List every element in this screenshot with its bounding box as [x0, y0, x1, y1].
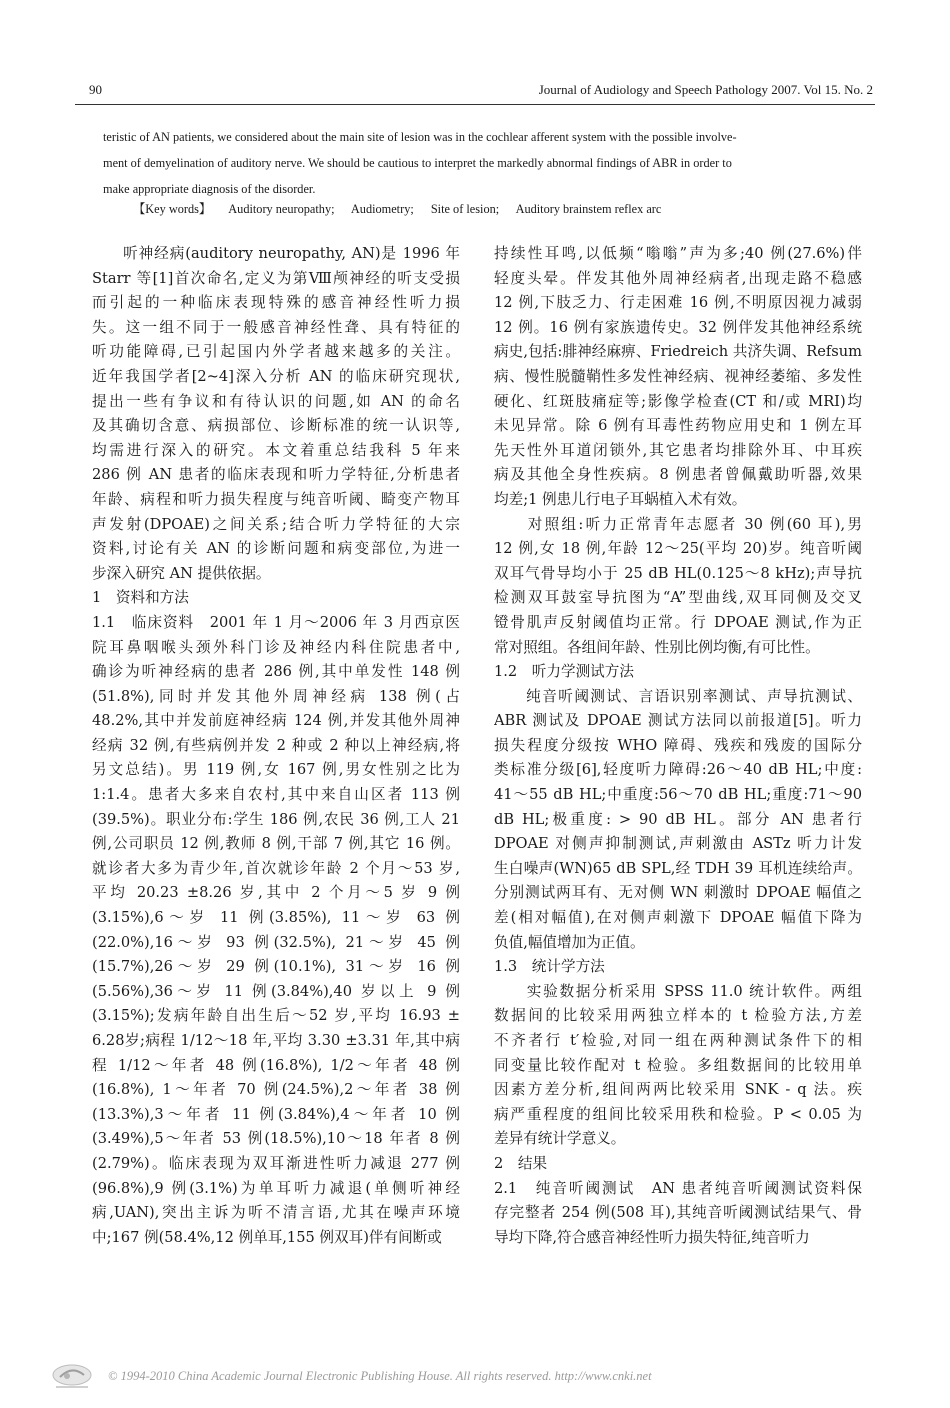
body-line: 数据间的比较采用两独立样本的 t 检验方法,方差	[494, 1007, 862, 1025]
body-line: 经病 32 例,有些病例并发 2 种或 2 种以上神经病,将	[92, 736, 460, 754]
section-heading: 1.2 听力学测试方法	[494, 663, 634, 681]
abstract-line: teristic of AN patients, we considered about the main site of lesion was in the cochlear afferent system with the possible involve-	[103, 130, 737, 144]
body-line: 存完整者 254 例(508 耳),其纯音听阈测试结果气、骨	[494, 1204, 862, 1222]
body-line: 例,公司职员 12 例,教师 8 例,干部 7 例,其它 16 例。	[92, 835, 460, 853]
cnki-logo-icon	[50, 1362, 94, 1390]
body-line: 对照组:听力正常青年志愿者 30 例(60 耳),男	[494, 515, 862, 533]
body-line: (3.49%),5～年者 53 例(18.5%),10～18 年者 8 例	[92, 1130, 460, 1148]
body-line: 提出一些有争议和有待认识的问题,如 AN 的命名	[92, 392, 460, 410]
body-line: 因素方差分析,组间两两比较采用 SNK - q 法。疾	[494, 1081, 862, 1099]
body-line: 6.28岁;病程 1/12～18 年,平均 3.30 ±3.31 年,其中病	[92, 1032, 460, 1049]
body-line: 持续性耳鸣,以低频“嗡嗡”声为多;40 例(27.6%)伴	[494, 245, 862, 262]
body-line: (22.0%),16～岁 93 例(32.5%), 21～岁 45 例	[92, 933, 460, 951]
body-line: (2.79%)。临床表现为双耳渐进性听力减退 277 例	[92, 1154, 460, 1172]
body-line: 中;167 例(58.4%,12 例单耳,155 例双耳)伴有间断或	[92, 1228, 442, 1246]
body-line: 1:1.4。患者大多来自农村,其中来自山区者 113 例	[92, 786, 460, 804]
section-heading: 1.3 统计学方法	[494, 958, 605, 976]
body-line: Starr 等[1]首次命名,定义为第Ⅷ颅神经的听支受损	[92, 269, 460, 287]
body-line: 生白噪声(WN)65 dB SPL,经 TDH 39 耳机连续给声。	[494, 859, 862, 877]
body-line: 年龄、病程和听力损失程度与纯音听阈、畸变产物耳	[92, 490, 460, 508]
keywords-label: 【Key words】	[133, 202, 212, 216]
body-line: (5.56%),36～岁 11 例(3.84%),40 岁以上 9 例	[92, 982, 460, 1000]
body-line: (15.7%),26～岁 29 例(10.1%), 31～岁 16 例	[92, 958, 460, 976]
body-line: 286 例 AN 患者的临床表现和听力学特征,分析患者	[92, 466, 460, 484]
body-line: 纯音听阈测试、言语识别率测试、声导抗测试、	[494, 687, 862, 705]
abstract-line: ment of demyelination of auditory nerve. We should be cautious to interpret the markedly abnormal findings of ABR in order to	[103, 156, 732, 170]
header-rule	[75, 104, 875, 105]
body-line: 导均下降,符合感音神经性听力损失特征,纯音听力	[494, 1228, 810, 1246]
body-line: ABR 测试及 DPOAE 测试方法同以前报道[5]。听力	[494, 712, 862, 730]
right-column	[494, 242, 862, 1250]
body-line: (16.8%), 1～年者 70 例(24.5%),2～年者 38 例	[92, 1081, 460, 1099]
section-heading: 1 资料和方法	[92, 589, 189, 607]
body-line: 12 例。16 例有家族遗传史。32 例伴发其他神经系统	[494, 318, 862, 336]
body-line: 病严重程度的组间比较采用秩和检验。P < 0.05 为	[494, 1105, 862, 1123]
body-line: (13.3%),3～年者 11 例(3.84%),4～年者 10 例	[92, 1105, 460, 1123]
body-line: 院耳鼻咽喉头颈外科门诊及神经内科住院患者中,	[92, 638, 460, 656]
keyword: Site of lesion;	[430, 202, 500, 216]
body-line: DPOAE 对侧声抑制测试,声刺激由 ASTz 听力计发	[494, 835, 862, 853]
body-line: 失。这一组不同于一般感音神经性聋、具有特征的	[92, 318, 460, 336]
body-line: dB HL;极重度: > 90 dB HL。部分 AN 患者行	[494, 810, 862, 828]
body-line: 实验数据分析采用 SPSS 11.0 统计软件。两组	[494, 982, 862, 1000]
abstract	[103, 124, 853, 202]
body-line: 常对照组。各组间年龄、性别比例均衡,有可比性。	[494, 638, 820, 656]
journal-title: Journal of Audiology and Speech Pathology 2007. Vol 15. No. 2	[538, 82, 873, 97]
body-line: 类标准分级[6],轻度听力障碍:26～40 dB HL;中度:	[494, 761, 862, 779]
body-line: 镫骨肌声反射阈值均正常。行 DPOAE 测试,作为正	[494, 613, 862, 631]
body-line: 检测双耳鼓室导抗图为“A”型曲线,双耳同侧及交叉	[494, 589, 862, 607]
body-line: 程 1/12～年者 48 例(16.8%), 1/2～年者 48 例	[92, 1056, 460, 1074]
body-line: 差异有统计学意义。	[494, 1130, 626, 1148]
keyword: Auditory neuropathy;	[228, 202, 335, 216]
body-line: 同变量比较作配对 t 检验。多组数据间的比较用单	[494, 1056, 862, 1074]
body-line: 及其确切含意、病损部位、诊断标准的统一认识等,	[92, 417, 460, 435]
body-line: 12 例,女 18 例,年龄 12～25(平均 20)岁。纯音听阈	[494, 540, 862, 558]
body-line: 不齐者行 t′检验,对同一组在两种测试条件下的相	[494, 1032, 862, 1049]
body-line: 听功能障碍,已引起国内外学者越来越多的关注。	[92, 343, 460, 361]
body-line: (96.8%),9 例(3.1%)为单耳听力减退(单侧听神经	[92, 1179, 460, 1197]
body-line: 差(相对幅值),在对侧声刺激下 DPOAE 幅值下降为	[494, 909, 862, 927]
body-line: 先天性外耳道闭锁外,其它患者均排除外耳、中耳疾	[494, 441, 862, 459]
keyword: Auditory brainstem reflex arc	[515, 202, 662, 216]
left-column	[92, 242, 460, 1250]
body-line: 双耳气骨导均小于 25 dB HL(0.125～8 kHz);声导抗	[494, 564, 862, 582]
body-line: 声发射(DPOAE)之间关系;结合听力学特征的大宗	[92, 515, 460, 533]
copyright-notice: © 1994-2010 China Academic Journal Electronic Publishing House. All rights reserved. http://www.cnki.net	[108, 1369, 652, 1383]
body-line: 均需进行深入的研究。本文着重总结我科 5 年来	[92, 441, 460, 459]
body-line: 听神经病(auditory neuropathy, AN)是 1996 年	[92, 245, 460, 262]
keyword: Audiometry;	[350, 202, 414, 216]
body-line: (51.8%),同时并发其他外周神经病 138 例(占	[92, 687, 460, 705]
body-line: 41～55 dB HL;中重度:56～70 dB HL;重度:71～90	[494, 786, 862, 804]
body-line: 而引起的一种临床表现特殊的感音神经性听力损	[92, 294, 460, 312]
body-line: 另文总结)。男 119 例,女 167 例,男女性别之比为	[92, 761, 460, 779]
body-line: 分别测试两耳有、无对侧 WN 刺激时 DPOAE 幅值之	[494, 884, 862, 902]
page-number: 90	[89, 82, 102, 97]
body-line: (39.5%)。职业分布:学生 186 例,农民 36 例,工人 21	[92, 810, 460, 828]
keywords	[133, 199, 675, 217]
body-line: 1.1 临床资料 2001 年 1 月～2006 年 3 月西京医	[92, 613, 460, 631]
body-line: 均差;1 例患儿行电子耳蜗植入术有效。	[494, 490, 747, 508]
body-line: 负值,幅值增加为正值。	[494, 933, 645, 951]
body-line: 2.1 纯音听阈测试 AN 患者纯音听阈测试资料保	[494, 1179, 862, 1197]
body-line: 就诊者大多为青少年,首次就诊年龄 2 个月～53 岁,	[92, 859, 460, 877]
body-line: 确诊为听神经病的患者 286 例,其中单发性 148 例	[92, 663, 460, 681]
body-line: 硬化、红斑肢痛症等;影像学检查(CT 和/或 MRI)均	[494, 392, 862, 410]
body-line: 未见异常。除 6 例有耳毒性药物应用史和 1 例左耳	[494, 417, 862, 435]
section-heading: 2 结果	[494, 1154, 548, 1172]
body-line: 步深入研究 AN 提供依据。	[92, 564, 271, 582]
body-line: 资料,讨论有关 AN 的诊断问题和病变部位,为进一	[92, 540, 460, 558]
body-line: 病及其他全身性疾病。8 例患者曾佩戴助听器,效果	[494, 466, 862, 484]
body-line: 近年我国学者[2~4]深入分析 AN 的临床研究现状,	[92, 367, 460, 385]
page-header	[75, 82, 875, 104]
body-line: 平均 20.23 ±8.26 岁,其中 2 个月～5 岁 9 例	[92, 884, 460, 902]
body-line: 轻度头晕。伴发其他外周神经病者,出现走路不稳感	[494, 269, 862, 287]
body-line: 病、慢性脱髓鞘性多发性神经病、视神经萎缩、多发性	[494, 367, 862, 385]
page-footer	[50, 1362, 910, 1392]
body-line: 病,UAN),突出主诉为听不清言语,尤其在噪声环境	[92, 1204, 460, 1222]
body-line: (3.15%);发病年龄自出生后～52 岁,平均 16.93 ±	[92, 1007, 460, 1025]
body-line: 48.2%,其中并发前庭神经病 124 例,并发其他外周神	[92, 712, 460, 730]
abstract-line: make appropriate diagnosis of the disorder.	[103, 182, 316, 196]
body-line: 12 例,下肢乏力、行走困难 16 例,不明原因视力减弱	[494, 294, 862, 312]
body-line: 病史,包括:腓神经麻痹、Friedreich 共济失调、Refsum	[494, 343, 862, 361]
body-line: 损失程度分级按 WHO 障碍、残疾和残废的国际分	[494, 736, 862, 754]
body-line: (3.15%),6～岁 11 例(3.85%), 11～岁 63 例	[92, 909, 460, 927]
